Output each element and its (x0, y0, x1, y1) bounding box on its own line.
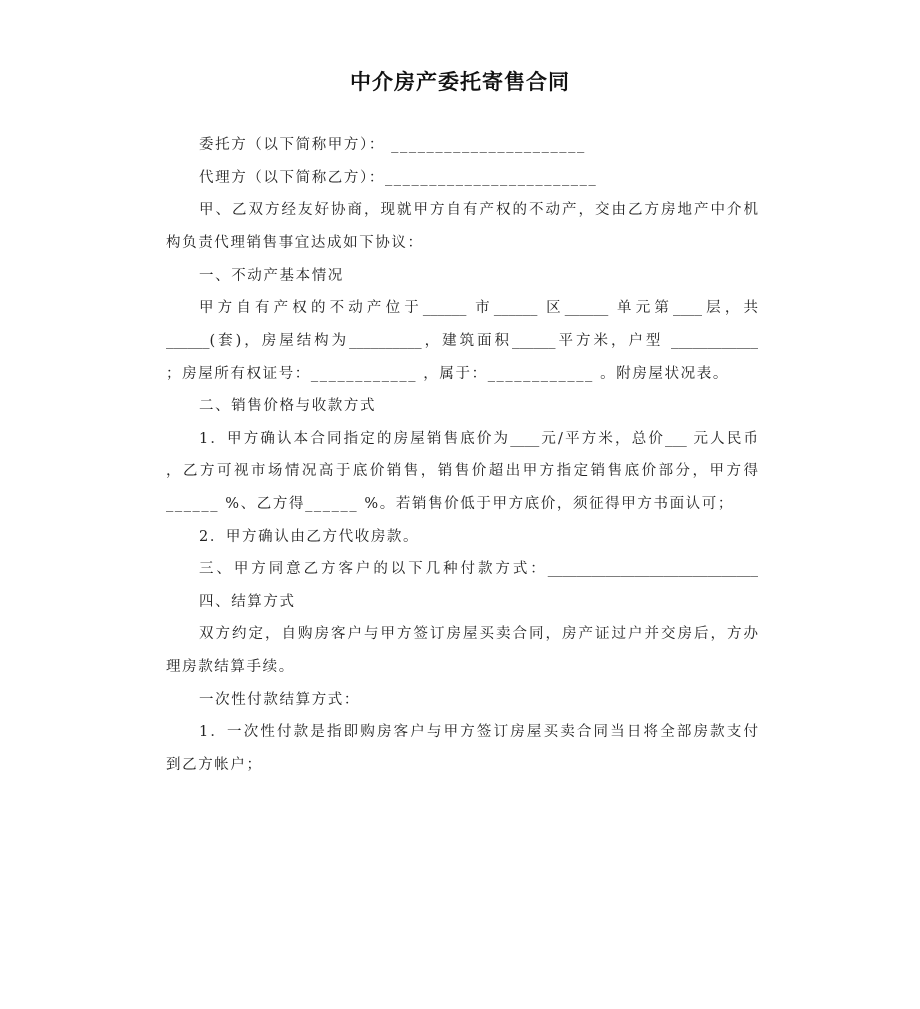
price-clause-line-1: 1．甲方确认本合同指定的房屋销售底价为____元/平方米，总价___ 元人民币 (199, 431, 758, 447)
property-info-line-2: ______(套)，房屋结构为__________，建筑面积______平方米，户型 ____________ (166, 333, 758, 349)
intro-paragraph-line-1: 甲、乙双方经友好协商，现就甲方自有产权的不动产，交由乙方房地产中介机 (199, 202, 758, 218)
lump-sum-clause-line-2: 到乙方帐户； (166, 757, 263, 773)
price-clause-line-3: ______ %、乙方得______ %。若销售价低于甲方底价，须征得甲方书面认可； (166, 496, 734, 512)
section-heading-1: 一、不动产基本情况 (199, 268, 344, 284)
agent-line: 代理方（以下简称乙方）：________________________ (199, 170, 598, 186)
price-clause-line-2: ，乙方可视市场情况高于底价销售，销售价超出甲方指定销售底价部分，甲方得 (166, 463, 758, 479)
section-heading-2: 二、销售价格与收款方式 (199, 398, 377, 414)
settlement-paragraph-line-1: 双方约定，自购房客户与甲方签订房屋买卖合同，房产证过户并交房后，方办 (199, 626, 758, 642)
collection-clause: 2．甲方确认由乙方代收房款。 (199, 529, 420, 545)
property-info-line-3: ；房屋所有权证号：____________ ，属于：____________ 。附房屋状况表。 (166, 366, 729, 382)
lump-sum-clause-line-1: 1．一次性付款是指即购房客户与甲方签订房屋买卖合同当日将全部房款支付 (199, 724, 758, 740)
principal-line: 委托方（以下简称甲方）： ______________________ (199, 137, 586, 153)
property-info-line-1: 甲方自有产权的不动产位于______ 市______ 区______ 单元第____层，共 (199, 300, 758, 316)
lump-sum-heading: 一次性付款结算方式： (199, 692, 360, 708)
page-title: 中介房产委托寄售合同 (350, 70, 570, 94)
section-heading-3: 三、甲方同意乙方客户的以下几种付款方式：_____________________________ (199, 561, 758, 577)
settlement-paragraph-line-2: 理房款结算手续。 (166, 659, 295, 675)
intro-paragraph-line-2: 构负责代理销售事宜达成如下协议： (166, 235, 424, 251)
section-heading-4: 四、结算方式 (199, 594, 296, 610)
